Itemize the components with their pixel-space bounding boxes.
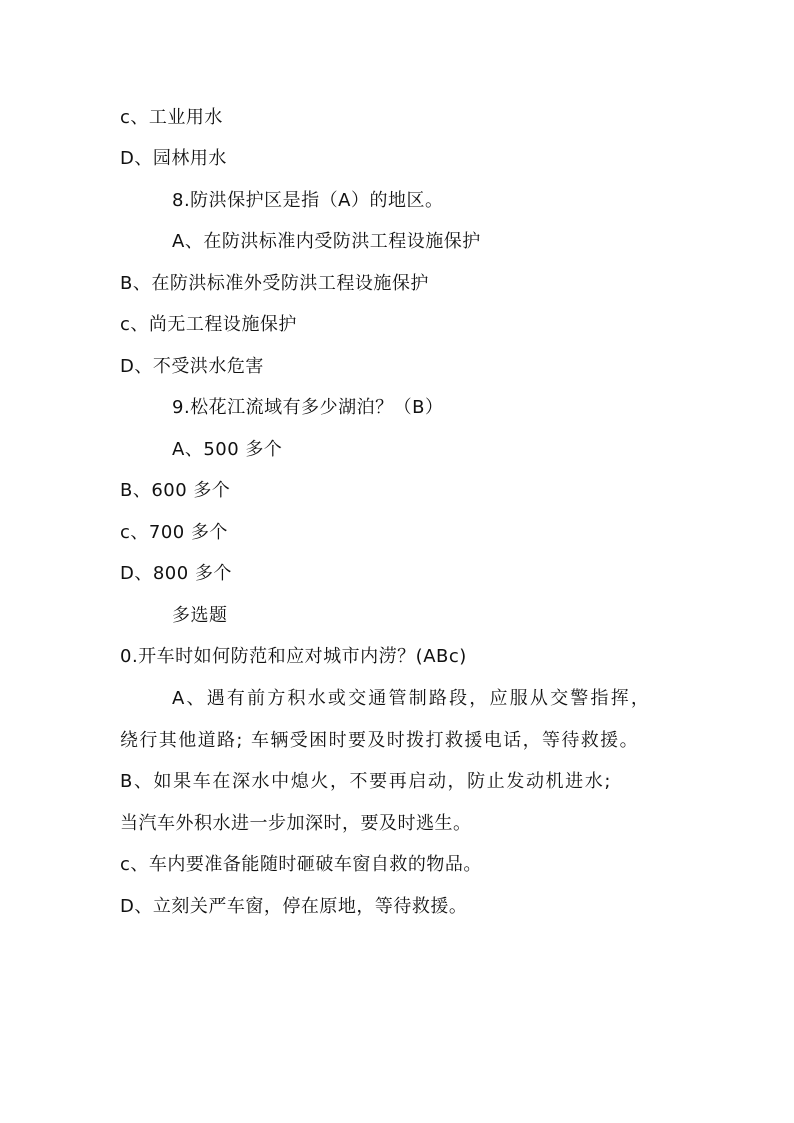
question-0: 0.开车时如何防范和应对城市内涝？(ABc) [120, 646, 467, 667]
question-0-option-a: A、遇有前方积水或交通管制路段，应服从交警指挥， [172, 688, 652, 709]
question-8-option-a: A、在防洪标准内受防洪工程设施保护 [172, 231, 481, 252]
question-0-option-b: B、如果车在深水中熄火，不要再启动，防止发动机进水; [120, 771, 613, 792]
question-0-option-c: c、车内要准备能随时砸破车窗自救的物品。 [120, 854, 482, 875]
question-9-option-b: B、600 多个 [120, 480, 231, 501]
question-0-option-a-cont: 绕行其他道路; 车辆受困时要及时拨打救援电话，等待救援。 [120, 730, 639, 751]
question-8-option-c: c、尚无工程设施保护 [120, 314, 297, 335]
question-8-option-b: B、在防洪标准外受防洪工程设施保护 [120, 273, 429, 294]
section-heading-multi-choice: 多选题 [172, 605, 228, 626]
question-0-option-d: D、立刻关严车窗，停在原地，等待救援。 [120, 896, 468, 917]
option-d-garden-water: D、园林用水 [120, 148, 227, 169]
question-9-option-d: D、800 多个 [120, 563, 232, 584]
question-8-option-d: D、不受洪水危害 [120, 356, 264, 377]
question-8: 8.防洪保护区是指（A）的地区。 [172, 190, 444, 211]
question-9-option-c: c、700 多个 [120, 522, 228, 543]
option-c-industrial-water: c、工业用水 [120, 107, 223, 128]
question-9-option-a: A、500 多个 [172, 439, 283, 460]
question-9: 9.松花江流域有多少湖泊？（B） [172, 397, 444, 418]
question-0-option-b-cont: 当汽车外积水进一步加深时，要及时逃生。 [120, 813, 472, 834]
